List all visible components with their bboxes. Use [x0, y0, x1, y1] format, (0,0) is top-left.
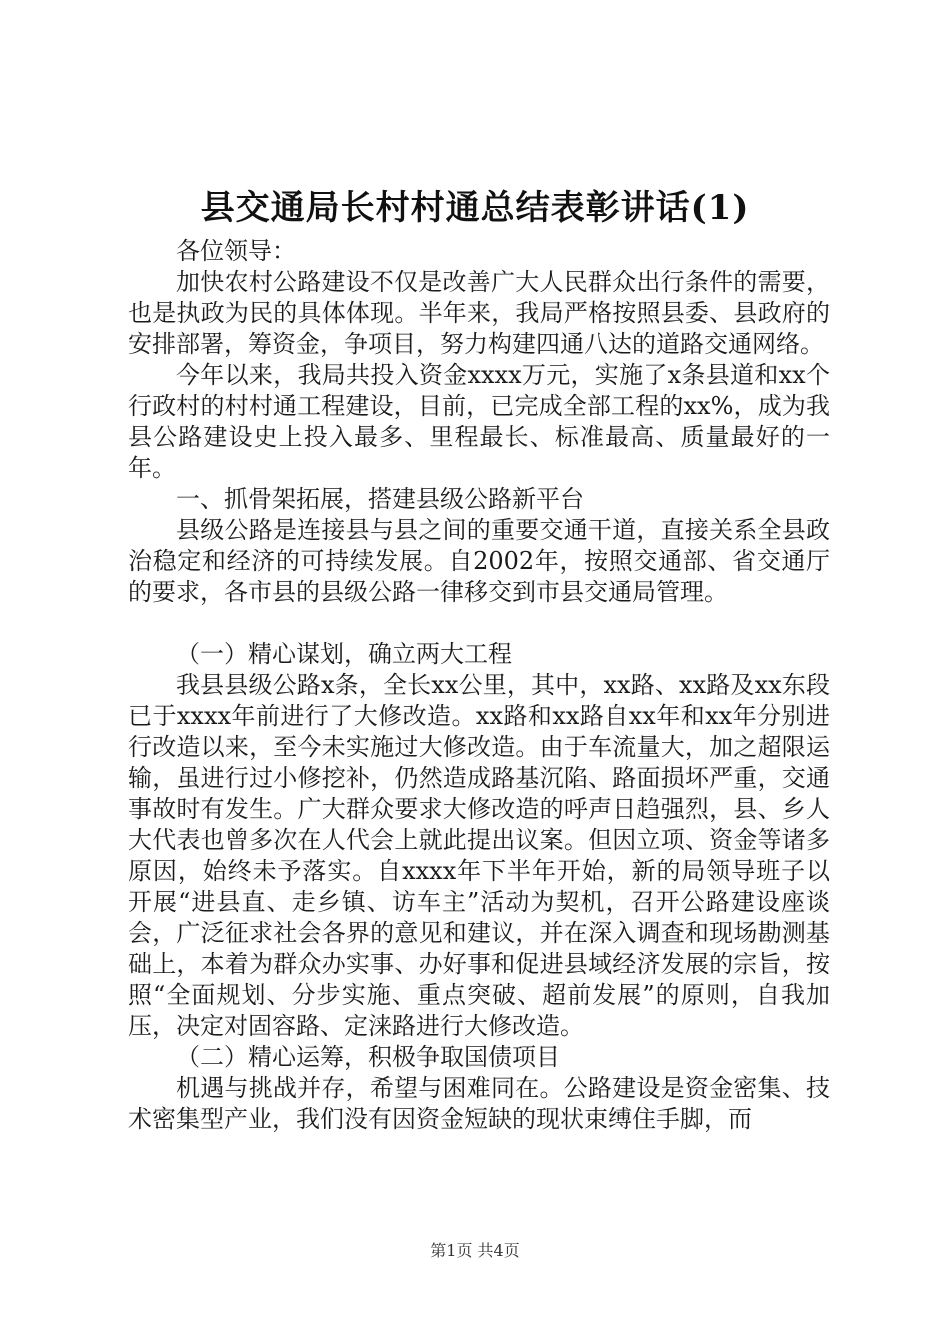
- body-paragraph: 机遇与挑战并存，希望与困难同在。公路建设是资金密集、技术密集型产业，我们没有因资金短缺的现状束缚住手脚，而: [128, 1074, 830, 1133]
- body-paragraph: 今年以来，我局共投入资金xxxx万元，实施了x条县道和xx个行政村的村村通工程建设，目前，已完成全部工程的xx%，成为我县公路建设史上投入最多、里程最长、标准最高、质量最好的一年。: [128, 361, 830, 482]
- subsection-heading: （二）精心运筹，积极争取国债项目: [176, 1043, 560, 1071]
- subsection-heading: （一）精心谋划，确立两大工程: [176, 640, 512, 668]
- body-paragraph: 我县县级公路x条，全长xx公里，其中，xx路、xx路及xx东段已于xxxx年前进行了大修改造。xx路和xx路自xx年和xx年分别进行改造以来，至今未实施过大修改造。由于车流量大，加之超限运输，虽进行过小修挖补，仍然造成路基沉陷、路面损坏严重，交通事故时有发生。广大群众要求大修改造的呼声日趋强烈，县、乡人大代表也曾多次在人代会上就此提出议案。但因立项、资金等诸多原因，始终未予落实。自xxxx年下半年开始，新的局领导班子以开展“进县直、走乡镇、访车主”活动为契机，召开公路建设座谈会，广泛征求社会各界的意见和建议，并在深入调查和现场勘测基础上，本着为群众办实事、办好事和促进县域经济发展的宗旨，按照“全面规划、分步实施、重点突破、超前发展”的原则，自我加压，决定对固容路、定涞路进行大修改造。: [128, 671, 830, 1040]
- body-paragraph: 加快农村公路建设不仅是改善广大人民群众出行条件的需要，也是执政为民的具体体现。半年来，我局严格按照县委、县政府的安排部署，筹资金，争项目，努力构建四通八达的道路交通网络。: [128, 268, 830, 358]
- page-footer: 第1页 共4页: [430, 1241, 520, 1260]
- document-body: [128, 236, 830, 1135]
- body-paragraph: 县级公路是连接县与县之间的重要交通干道，直接关系全县政治稳定和经济的可持续发展。自2002年，按照交通部、省交通厅的要求，各市县的县级公路一律移交到市县交通局管理。: [128, 516, 830, 606]
- document-title: 县交通局长村村通总结表彰讲话(1): [200, 188, 750, 228]
- section-heading: 一、抓骨架拓展，搭建县级公路新平台: [176, 485, 584, 513]
- salutation: 各位领导：: [176, 237, 296, 265]
